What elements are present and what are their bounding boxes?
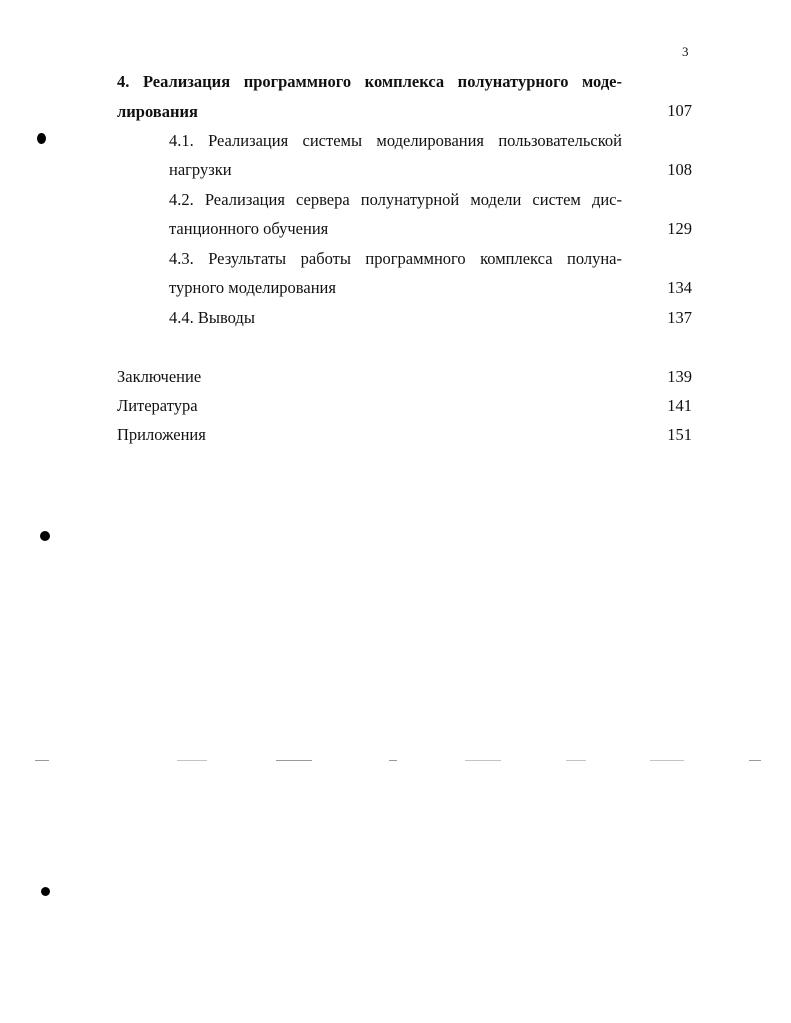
section-4-1-page: 108 — [667, 160, 692, 179]
section-4-1-line-1: 4.1. Реализация системы моделирования пользовательской — [169, 131, 622, 150]
literature-page: 141 — [667, 396, 692, 415]
section-4-2-line-1: 4.2. Реализация сервера полунатурной модели систем дис- — [169, 190, 622, 209]
appendices-page: 151 — [667, 425, 692, 444]
chapter-4-page: 107 — [667, 101, 692, 120]
section-4-1-line-2: нагрузки — [169, 160, 232, 179]
conclusion-label: Заключение — [117, 367, 202, 386]
section-4-3-line-2: турного моделирования — [169, 278, 336, 297]
section-4-3-line-1: 4.3. Результаты работы программного комплекса полуна- — [169, 249, 622, 268]
section-4-3-page: 134 — [667, 278, 692, 297]
section-4-2-line-2: танционного обучения — [169, 219, 329, 238]
section-4-4-line-1: 4.4. Выводы — [169, 308, 255, 327]
punch-hole-mark-top — [37, 133, 46, 144]
chapter-4-title-line-2: лирования — [117, 102, 198, 121]
conclusion-page: 139 — [667, 367, 692, 386]
section-4-2-page: 129 — [667, 219, 692, 238]
section-4-4-page: 137 — [667, 308, 692, 327]
chapter-4-title-line-1: 4. Реализация программного комплекса полунатурного моде- — [117, 72, 622, 91]
appendices-label: Приложения — [117, 425, 206, 444]
punch-hole-mark-middle — [40, 531, 50, 541]
page-number: 3 — [682, 44, 689, 59]
literature-label: Литература — [117, 396, 198, 415]
punch-hole-mark-bottom — [41, 887, 50, 896]
